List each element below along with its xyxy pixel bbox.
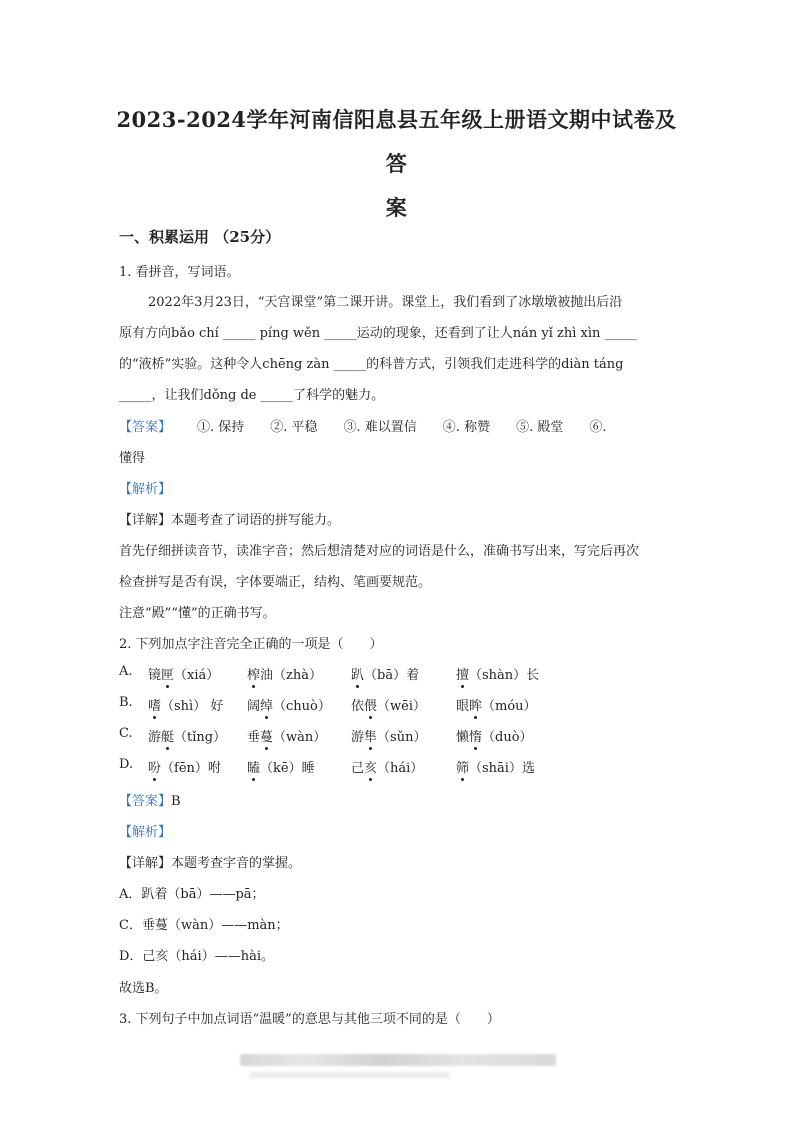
option-pinyin: （shì） 好 xyxy=(161,699,224,714)
option-pinyin: （tǐng） xyxy=(174,730,227,745)
option-item xyxy=(148,757,221,776)
q1-stem: 1. 看拼音，写词语。 xyxy=(119,265,240,280)
option-item xyxy=(148,726,226,745)
answer-text: ①. 保持 ②. 平稳 ③. 难以置信 ④. 称赞 ⑤. 殿堂 ⑥. xyxy=(197,420,607,435)
option-char: 吩 xyxy=(148,761,162,776)
option-char: 筛 xyxy=(456,761,470,776)
option-char: 眼 xyxy=(456,699,470,714)
option-char: 垂 xyxy=(247,730,261,745)
option-char: 游 xyxy=(351,730,365,745)
q2-note-c: C．垂蔓（wàn）——màn； xyxy=(119,918,289,933)
analysis-tag: 【解析】 xyxy=(119,482,172,497)
option-pinyin: （sǔn） xyxy=(377,730,427,745)
option-letter: B. xyxy=(119,695,133,710)
option-char: 瞌 xyxy=(247,761,261,776)
option-char: 匣 xyxy=(161,668,175,683)
option-item xyxy=(148,695,223,714)
option-char: 惰 xyxy=(469,730,483,745)
option-char: 嗜 xyxy=(148,699,162,714)
option-pinyin: （wēi） xyxy=(377,699,427,714)
option-item xyxy=(456,757,535,776)
option-char: 亥 xyxy=(364,761,378,776)
option-item xyxy=(351,664,419,683)
option-pinyin: （hái） xyxy=(377,761,424,776)
option-item xyxy=(247,695,331,714)
option-pinyin: （duò） xyxy=(482,730,533,745)
q2-note-a: A．趴着（bā）——pā； xyxy=(119,887,265,902)
q2-conclusion: 故选B。 xyxy=(119,981,168,996)
option-char: 艇 xyxy=(161,730,175,745)
option-pinyin: （wàn） xyxy=(273,730,327,745)
option-item xyxy=(148,664,219,683)
option-pinyin: （chuò） xyxy=(273,699,331,714)
q2-stem: 2. 下列加点字注音完全正确的一项是（ ） xyxy=(119,637,383,652)
option-item xyxy=(456,664,539,683)
option-letter: D. xyxy=(119,757,134,772)
option-item xyxy=(247,726,326,745)
option-item xyxy=(351,726,426,745)
option-char: 油 xyxy=(260,668,274,683)
q1-detail: 【详解】本题考查了词语的拼写能力。 xyxy=(119,513,341,528)
option-pinyin: （xiá） xyxy=(174,668,220,683)
option-pinyin: （bā）着 xyxy=(364,668,420,683)
option-item xyxy=(247,757,315,776)
option-item xyxy=(247,664,322,683)
option-char: 隼 xyxy=(364,730,378,745)
q1-paragraph-line: _____，让我们dǒng de _____了科学的魅力。 xyxy=(119,388,385,403)
option-letter: C. xyxy=(119,726,133,741)
option-char: 擅 xyxy=(456,668,470,683)
option-pinyin: （móu） xyxy=(482,699,537,714)
q2-detail: 【详解】本题考查字音的掌握。 xyxy=(119,856,302,871)
q1-paragraph-line: 2022年3月23日，“天宫课堂”第二课开讲。课堂上，我们看到了冰墩墩被抛出后沿 xyxy=(148,295,623,310)
q3-stem: 3. 下列句子中加点词语“温暖”的意思与其他三项不同的是（ ） xyxy=(119,1012,500,1027)
option-pinyin: （fēn）咐 xyxy=(161,761,221,776)
option-pinyin: （shāi）选 xyxy=(469,761,535,776)
option-char: 游 xyxy=(148,730,162,745)
q1-answer-cont: 懂得 xyxy=(119,451,146,466)
answer-tag: 【答案】 xyxy=(119,420,172,435)
option-char: 蔓 xyxy=(260,730,274,745)
option-char: 依 xyxy=(351,699,365,714)
option-char: 绰 xyxy=(260,699,274,714)
option-item xyxy=(351,757,423,776)
q2-answer xyxy=(119,790,181,809)
option-char: 镜 xyxy=(148,668,162,683)
option-pinyin: （zhà） xyxy=(273,668,323,683)
section-heading: 一、积累运用 （25分） xyxy=(119,228,281,246)
blurred-footer xyxy=(240,1054,556,1066)
answer-tag: 【答案】 xyxy=(119,794,172,809)
page-title xyxy=(110,98,683,230)
q1-detail-line: 检查拼写是否有误，字体要端正，结构、笔画要规范。 xyxy=(119,575,432,590)
option-char: 懒 xyxy=(456,730,470,745)
option-char: 己 xyxy=(351,761,365,776)
option-item xyxy=(351,695,426,714)
analysis-tag: 【解析】 xyxy=(119,825,172,840)
option-char: 榨 xyxy=(247,668,261,683)
option-char: 眸 xyxy=(469,699,483,714)
q1-detail-line: 注意“殿”“懂”的正确书写。 xyxy=(119,606,276,621)
option-item xyxy=(456,695,537,714)
q1-paragraph-line: 原有方向bǎo chí _____ píng wěn _____运动的现象，还看到了让人nán yǐ zhì xìn _____ xyxy=(119,326,638,341)
option-letter: A. xyxy=(119,664,133,679)
option-pinyin: （shàn）长 xyxy=(469,668,540,683)
option-char: 趴 xyxy=(351,668,365,683)
q2-note-d: D．己亥（hái）——hài。 xyxy=(119,949,274,964)
answer-text: B xyxy=(171,794,181,809)
option-char: 阔 xyxy=(247,699,261,714)
option-item xyxy=(456,726,533,745)
q1-detail-line: 首先仔细拼读音节，读准字音；然后想清楚对应的词语是什么，准确书写出来，写完后再次 xyxy=(119,544,640,559)
option-pinyin: （kē）睡 xyxy=(260,761,315,776)
option-char: 偎 xyxy=(364,699,378,714)
q1-paragraph-line: 的“液桥”实验。这种令人chēng zàn _____的科普方式，引领我们走进科学的diàn táng xyxy=(119,357,624,372)
title-line-1: 2023-2024学年河南信阳息县五年级上册语文期中试卷及答 xyxy=(116,107,677,176)
blurred-footer-2 xyxy=(250,1072,450,1078)
title-line-2: 案 xyxy=(385,195,408,220)
q1-answer xyxy=(119,416,606,435)
